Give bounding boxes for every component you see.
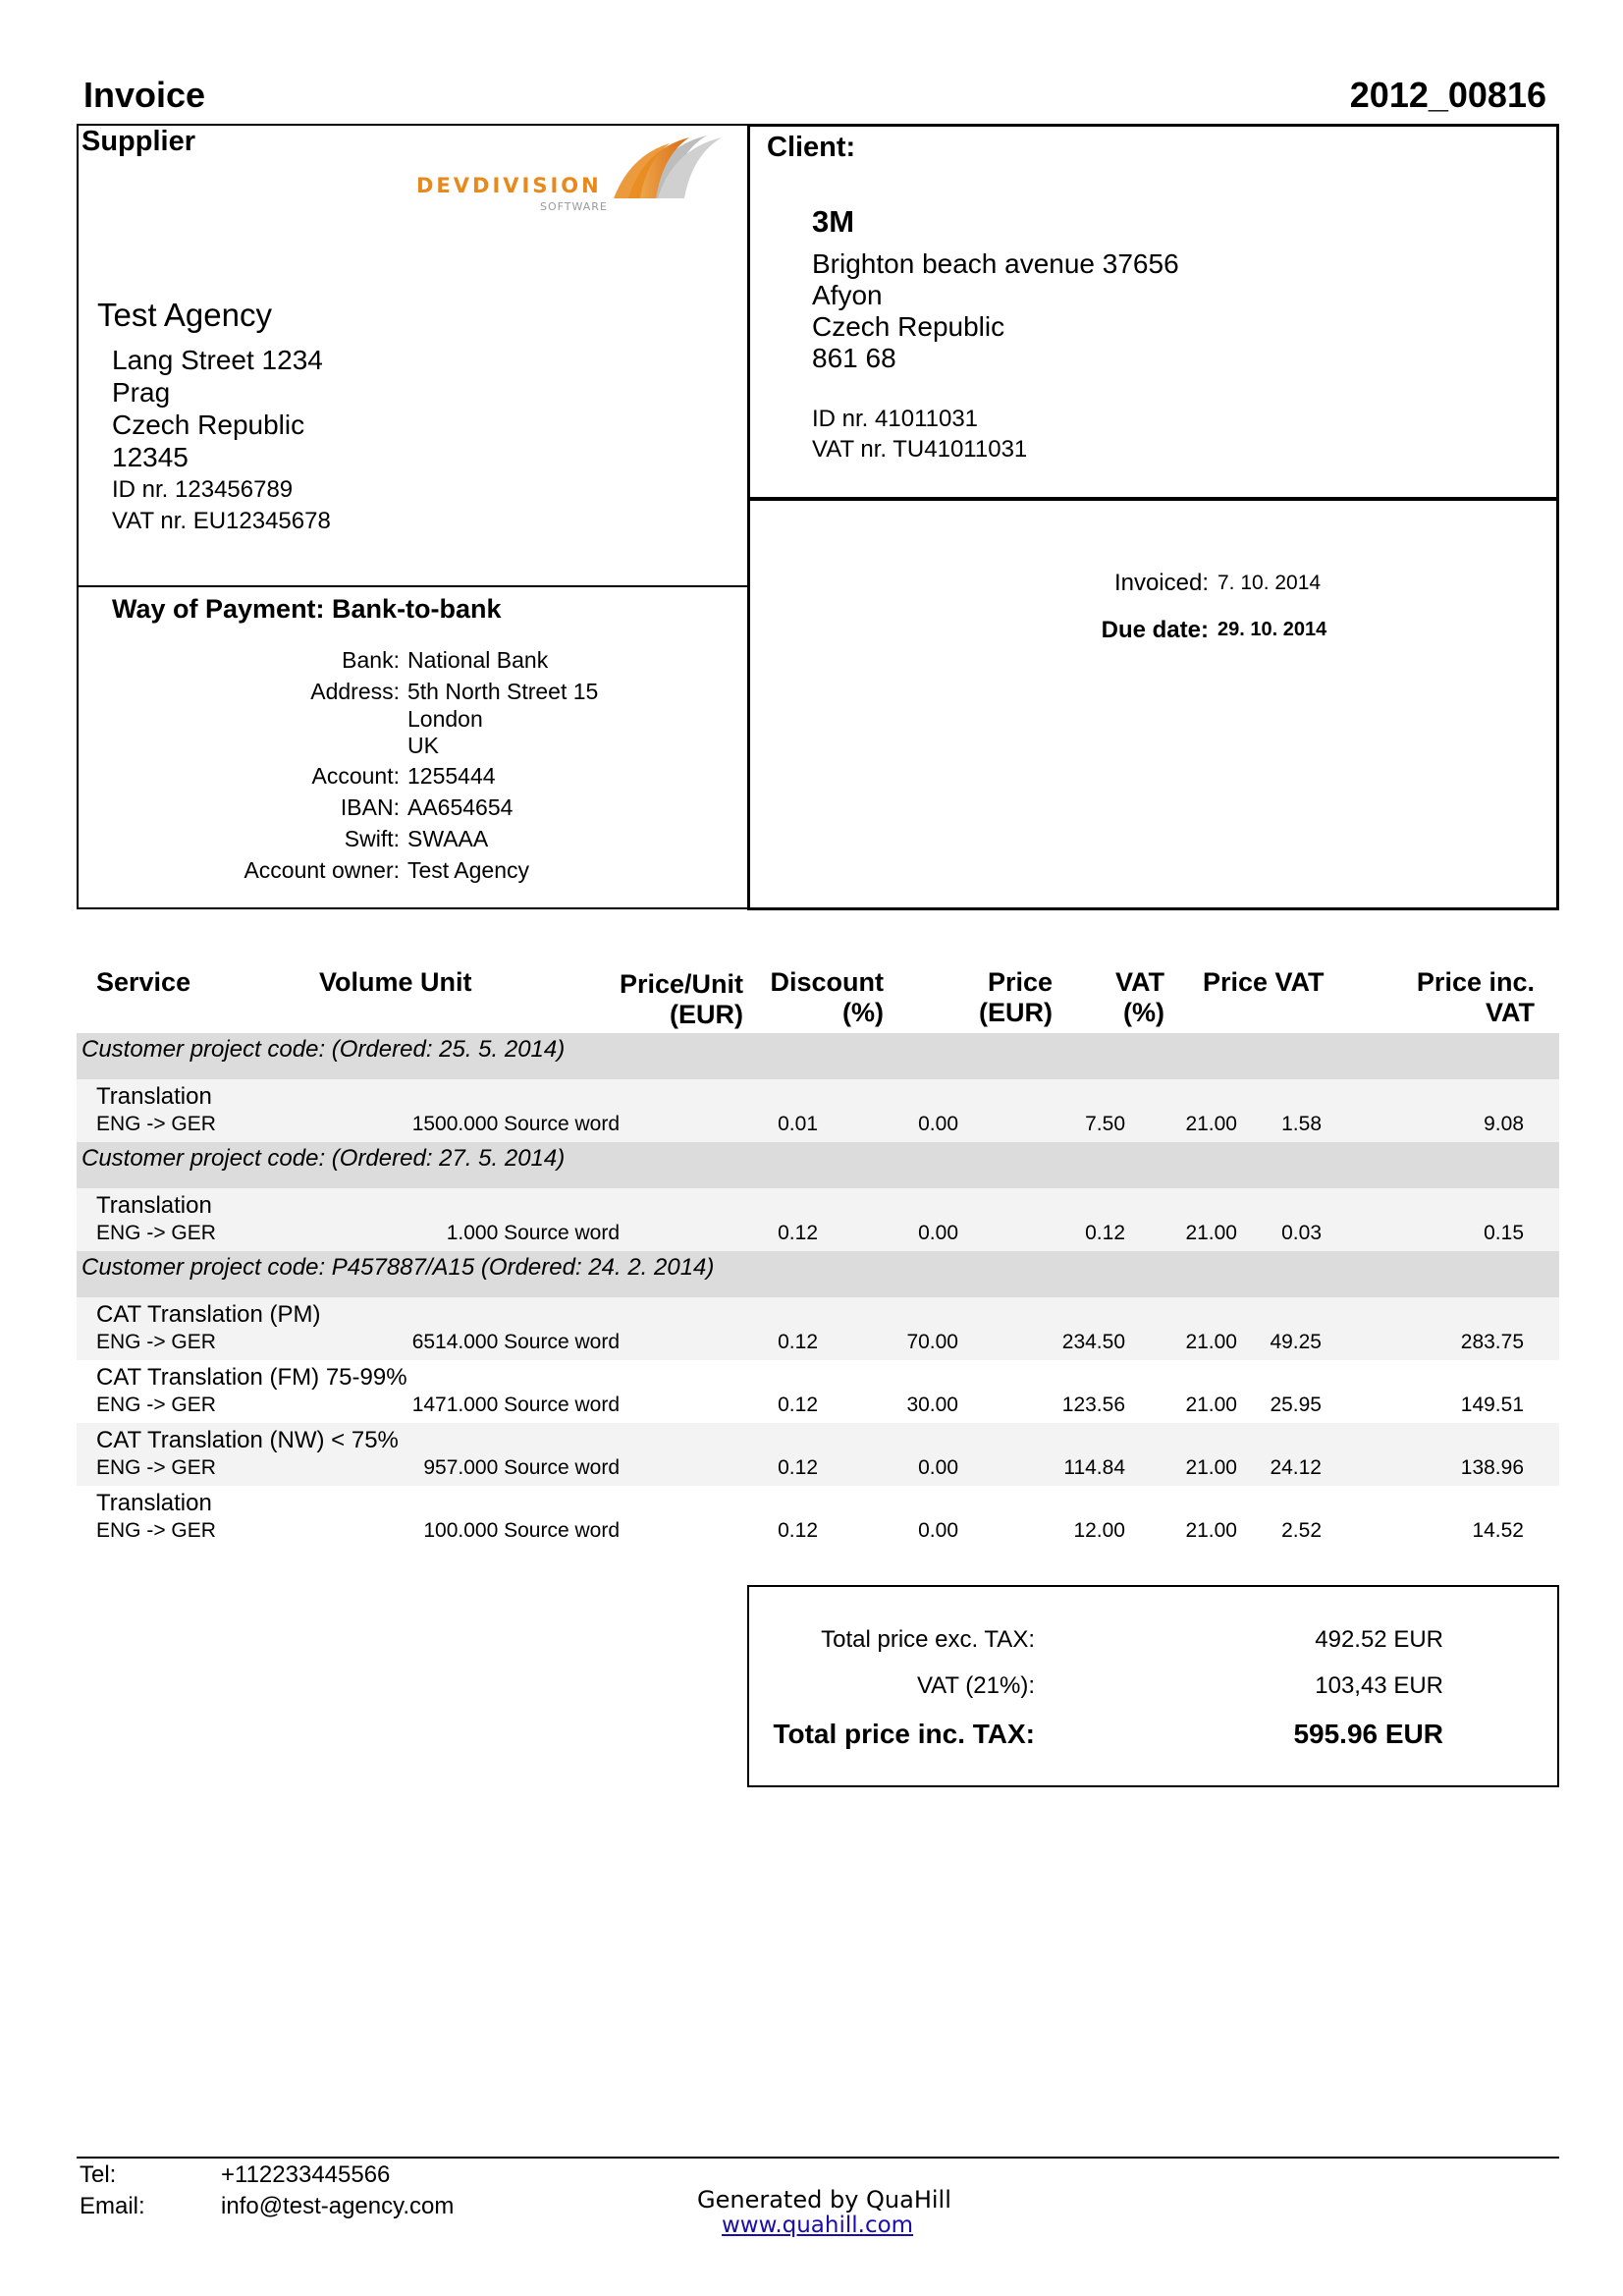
total-inc-tax-value: 595.96 EUR bbox=[1293, 1719, 1443, 1749]
supplier-id: ID nr. 123456789 bbox=[112, 476, 294, 503]
col-vat: VAT (%) bbox=[1115, 967, 1164, 1027]
client-country: Czech Republic bbox=[812, 311, 1005, 342]
logo-text: DEVDIVISION bbox=[416, 174, 602, 197]
payment-value: 1255444 bbox=[407, 763, 496, 789]
invoice-number: 2012_00816 bbox=[1349, 75, 1546, 115]
supplier-city: Prag bbox=[112, 377, 171, 408]
table-row: Translation ENG -> GER 1500.000 Source word 0.01 0.00 7.50 21.00 1.58 9.08 bbox=[77, 1079, 1559, 1142]
total-exc-tax-value: 492.52 EUR bbox=[1315, 1626, 1443, 1653]
due-date-label: Due date: bbox=[1101, 617, 1209, 643]
payment-value: UK bbox=[407, 733, 439, 758]
col-volume-unit: Volume Unit bbox=[319, 967, 472, 997]
project-group-row: Customer project code: P457887/A15 (Ordered: 24. 2. 2014) bbox=[77, 1251, 1559, 1297]
company-logo bbox=[412, 128, 736, 216]
payment-label: Address: bbox=[310, 679, 400, 704]
payment-label: IBAN: bbox=[340, 794, 400, 820]
tel-label: Tel: bbox=[80, 2161, 117, 2188]
client-city: Afyon bbox=[812, 280, 883, 310]
client-street: Brighton beach avenue 37656 bbox=[812, 248, 1179, 279]
client-zip: 861 68 bbox=[812, 343, 896, 373]
payment-label: Account: bbox=[311, 763, 400, 789]
tel-value: +112233445566 bbox=[221, 2161, 391, 2188]
email-value: info@test-agency.com bbox=[221, 2193, 455, 2219]
quahill-link[interactable]: www.quahill.com bbox=[722, 2213, 914, 2238]
invoice-title: Invoice bbox=[83, 75, 206, 115]
payment-row bbox=[77, 763, 749, 791]
invoiced-date: 7. 10. 2014 bbox=[1217, 572, 1322, 594]
invoiced-label: Invoiced: bbox=[1113, 570, 1209, 596]
payment-value: 5th North Street 15 bbox=[407, 679, 599, 704]
supplier-name: Test Agency bbox=[97, 297, 272, 333]
payment-row bbox=[77, 794, 749, 822]
vat-label: VAT (21%): bbox=[916, 1672, 1035, 1699]
col-price: Price (EUR) bbox=[979, 967, 1053, 1027]
due-date: 29. 10. 2014 bbox=[1217, 619, 1327, 640]
payment-value: AA654654 bbox=[407, 794, 514, 820]
project-group-row: Customer project code: (Ordered: 27. 5. 2014) bbox=[77, 1142, 1559, 1188]
payment-value: London bbox=[407, 706, 483, 732]
footer-divider bbox=[77, 2157, 1559, 2159]
col-price-vat: Price VAT bbox=[1203, 967, 1325, 997]
client-id: ID nr. 41011031 bbox=[812, 406, 979, 432]
project-group-row: Customer project code: (Ordered: 25. 5. 2014) bbox=[77, 1033, 1559, 1079]
supplier-label: Supplier bbox=[81, 126, 196, 157]
payment-row bbox=[77, 826, 749, 853]
total-exc-tax-label: Total price exc. TAX: bbox=[821, 1626, 1035, 1653]
client-name: 3M bbox=[812, 204, 855, 239]
payment-label: Account owner: bbox=[243, 857, 400, 883]
payment-row bbox=[77, 733, 749, 760]
col-price-unit: Price/Unit (EUR) bbox=[619, 969, 743, 1029]
payment-row bbox=[77, 679, 749, 706]
supplier-vat: VAT nr. EU12345678 bbox=[112, 508, 331, 534]
total-inc-tax-label: Total price inc. TAX: bbox=[773, 1719, 1035, 1749]
payment-value: SWAAA bbox=[407, 826, 489, 851]
col-price-inc-vat: Price inc. VAT bbox=[1416, 967, 1535, 1027]
col-service: Service bbox=[96, 967, 191, 997]
payment-value: National Bank bbox=[407, 647, 549, 673]
payment-row bbox=[77, 647, 749, 675]
supplier-country: Czech Republic bbox=[112, 410, 305, 440]
client-label: Client: bbox=[767, 132, 856, 163]
payment-label: Bank: bbox=[342, 647, 400, 673]
table-row: CAT Translation (PM) ENG -> GER 6514.000 Source word 0.12 70.00 234.50 21.00 49.25 283.75 bbox=[77, 1297, 1559, 1360]
supplier-street: Lang Street 1234 bbox=[112, 345, 323, 375]
payment-value: Test Agency bbox=[407, 857, 530, 883]
table-row: CAT Translation (FM) 75-99% ENG -> GER 1471.000 Source word 0.12 30.00 123.56 21.00 25.95 149.51 bbox=[96, 1364, 1524, 1416]
client-vat: VAT nr. TU41011031 bbox=[812, 436, 1028, 463]
table-row: Translation ENG -> GER 100.000 Source word 0.12 0.00 12.00 21.00 2.52 14.52 bbox=[96, 1490, 1524, 1542]
email-label: Email: bbox=[80, 2193, 145, 2219]
payment-title: Way of Payment: Bank-to-bank bbox=[112, 594, 502, 624]
payment-label: Swift: bbox=[344, 826, 400, 851]
generated-by: Generated by QuaHill bbox=[697, 2186, 951, 2214]
logo-subtext: SOFTWARE bbox=[540, 200, 608, 213]
table-row: CAT Translation (NW) < 75% ENG -> GER 957.000 Source word 0.12 0.00 114.84 21.00 24.12 138.96 bbox=[77, 1423, 1559, 1486]
dates-box bbox=[747, 498, 1559, 910]
col-discount: Discount (%) bbox=[770, 967, 884, 1027]
payment-row bbox=[77, 706, 749, 734]
supplier-zip: 12345 bbox=[112, 442, 189, 472]
payment-row bbox=[77, 857, 749, 885]
vat-value: 103,43 EUR bbox=[1315, 1672, 1443, 1699]
totals-box bbox=[747, 1585, 1559, 1787]
table-row: Translation ENG -> GER 1.000 Source word 0.12 0.00 0.12 21.00 0.03 0.15 bbox=[77, 1188, 1559, 1251]
